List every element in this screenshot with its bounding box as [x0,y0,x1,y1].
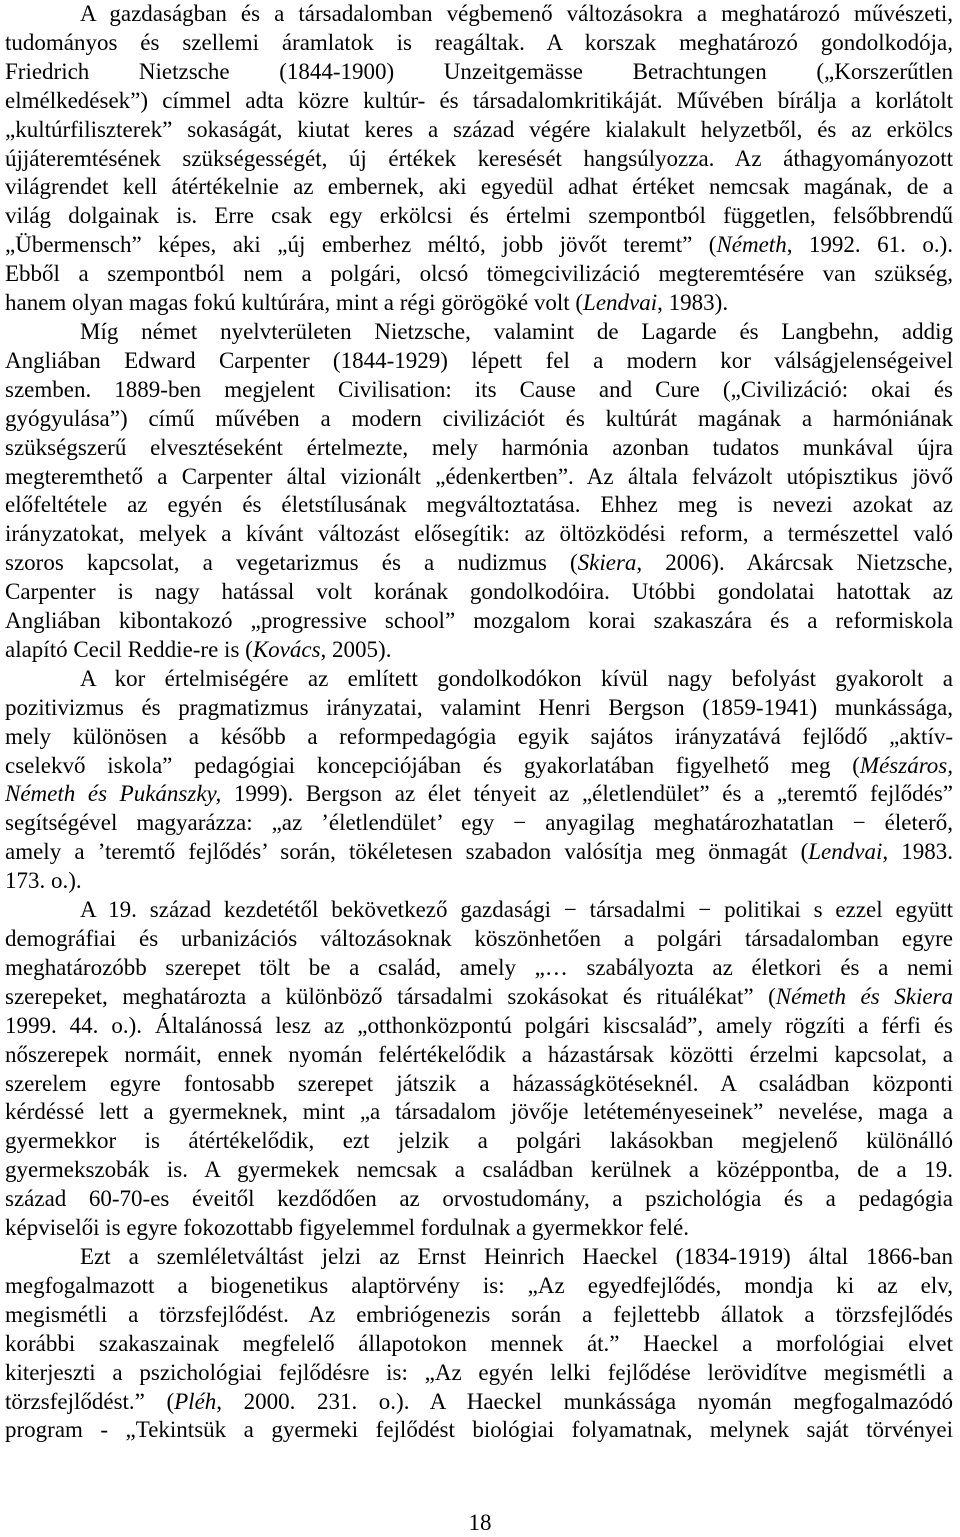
text-run: szerepeket, meghatározta a különböző társadalmi szokásokat és rituálékat” ( [5,983,776,1009]
text-line [5,520,953,549]
text-line [5,838,953,867]
text-run: gyermekkor is átértékelődik, ezt jelzik a polgári lakásokban megjelenő különálló [5,1128,953,1154]
text-run: törzsfejlődést.” ( [5,1388,175,1414]
text-run: , 1983). [657,290,729,316]
text-line [5,347,953,376]
text-run: megfogalmazott a biogenetikus alaptörvény is: „Az egyedfejlődés, mondja ki az elv, [5,1272,953,1298]
text-run: A 19. század kezdetétől bekövetkező gazdasági − társadalmi − politikai s ezzel együtt [80,897,953,923]
text-line [5,607,953,636]
text-run: Angliában kibontakozó „progressive school” mozgalom korai szakaszára és a reformiskola [5,608,953,634]
text-line [5,1359,953,1388]
text-run: szoros kapcsolat, a vegetarizmus és a nudizmus ( [5,550,578,576]
text-line [5,780,953,809]
citation-author: Németh és Skiera [775,983,953,1009]
text-run: kérdéssé lett a gyermeknek, mint „a társadalom jövője letéteményeseinek” nevelése, maga a [5,1099,953,1125]
text-line [5,58,953,87]
text-run: század 60-70-es éveitől kezdődően az orvostudomány, a pszichológia és a pedagógia [5,1186,953,1212]
text-run: gyógyulása”) című művében a modern civilizációt és kultúrát magának a harmóniának [5,405,953,431]
text-line [5,1185,953,1214]
text-run: Friedrich Nietzsche (1844-1900) Unzeitgemässe Betrachtungen („Korszerűtlen [5,58,953,84]
text-line [5,896,953,925]
text-run: amely a ’teremtő fejlődés’ során, tökéletesen szabadon valósítja meg önmagát ( [5,839,809,865]
text-run: Carpenter is nagy hatással volt korának gondolkodóira. Utóbbi gondolatai hatottak az [5,579,953,605]
text-line [5,1041,953,1070]
text-line [5,87,953,116]
text-run: cselekvő iskola” pedagógiai koncepciójában és gyakorlatában figyelhető meg ( [5,752,860,778]
text-run: Ebből a szempontból nem a polgári, olcsó tömegcivilizáció megteremtésére van szükség, [5,261,953,287]
text-run: , 1992. 61. o.). [786,232,953,258]
paragraph [5,318,953,665]
text-line [5,578,953,607]
text-line [5,983,953,1012]
text-run: megismétli a törzsfejlődést. Az embriógenezis során a fejlettebb állatok a törzsfejlődés [5,1301,953,1327]
text-line [5,809,953,838]
text-line [5,665,953,694]
text-line [5,1070,953,1099]
citation-author: Kovács [252,636,321,662]
text-line [5,1098,953,1127]
text-line [5,954,953,983]
text-line [5,694,953,723]
citation-author: Németh és Pukánszky, [5,781,222,807]
text-run: meghatározóbb szerepet tölt be a család, amely „… szabályozta az életkori és a nemi [5,954,953,980]
text-run: gyermekszobák is. A gyermekek nemcsak a családban kerülnek a középpontba, de a 19. [5,1157,953,1183]
text-run: szemben. 1889-ben megjelent Civilisation: its Cause and Cure („Civilizáció: okai és [5,376,953,402]
text-run: újjáteremtésének szükségességét, új értékek keresését hangsúlyozza. Az áthagyományozott [5,145,953,171]
text-line [5,463,953,492]
text-line [5,867,953,896]
text-run: pozitivizmus és pragmatizmus irányzatai, valamint Henri Bergson (1859-1941) munkássága, [5,694,953,720]
document-body [5,0,953,1445]
text-run: , 2006). Akárcsak Nietzsche, [636,550,953,576]
text-line [5,1127,953,1156]
text-run: előfeltétele az egyén és életstílusának megváltoztatása. Ehhez meg is nevezi azokat az [5,492,953,518]
text-run: 1999. 44. o.). Általánossá lesz az „otthonközpontú polgári kiscsalád”, amely rögzíti a férfi és [5,1012,953,1038]
text-run: demográfiai és urbanizációs változásoknak köszönhetően a polgári társadalomban egyre [5,926,953,951]
text-line [5,231,953,260]
text-run: világ dolgainak is. Erre csak egy erkölcsi és értelmi szempontból független, felsőbbrendű [5,203,953,229]
text-run: , 2005). [320,636,392,662]
text-run: 1983. [888,839,954,865]
text-run: nőszerepek normáit, ennek nyomán felértékelődik a házastársak közötti érzelmi kapcsolat, a [5,1041,953,1067]
text-line [5,1416,953,1445]
text-run: A kor értelmiségére az említett gondolkodókon kívül nagy befolyást gyakorolt a [80,665,953,691]
text-line [5,549,953,578]
text-run: 1999). Bergson az élet tényeit az „életlendület” és a „teremtő fejlődés” [221,781,954,807]
text-run: Angliában Edward Carpenter (1844-1929) lépett fel a modern kor válságjelenségeivel [5,347,953,373]
text-run: Ezt a szemléletváltást jelzi az Ernst Heinrich Haeckel (1834-1919) által 1866-ban [80,1243,953,1269]
text-line [5,434,953,463]
text-line [5,491,953,520]
paragraph [5,665,953,896]
text-run: irányzatokat, melyek a kívánt változást elősegítik: az öltözködési reform, a természettel való [5,521,953,547]
text-line [5,1272,953,1301]
text-line [5,145,953,174]
text-run: hanem olyan magas fokú kultúrára, mint a régi görögöké volt ( [5,290,584,316]
text-run: segítségével magyarázza: „az ’életlendület’ egy − anyagilag meghatározhatatlan − életerő, [5,810,953,836]
text-line [5,1330,953,1359]
text-run: A gazdaságban és a társadalomban végbemenő változásokra a meghatározó művészeti, [80,1,953,26]
text-run: , 2000. 231. o.). A Haeckel munkássága nyomán megfogalmazódó [216,1388,953,1414]
text-run: 173. o.). [5,868,82,894]
text-run: Míg német nyelvterületen Nietzsche, valamint de Lagarde és Langbehn, addig [80,318,953,344]
text-run: megteremthető a Carpenter által vizionált „édenkertben”. Az általa felvázolt utópisztikus jövő [5,463,953,489]
citation-author: Pléh [174,1388,217,1414]
citation-author: Lendvai, [808,839,889,865]
paragraph [5,1243,953,1445]
text-run: elmélkedések”) címmel adta közre kultúr- és társadalomkritikáját. Művében bírálja a korlátolt [5,87,953,113]
text-run: „kultúrfiliszterek” sokaságát, kiutat keres a század végére kialakult helyzetből, és az erkölcs [5,116,953,142]
text-line [5,1156,953,1185]
citation-author: Mészáros, [859,752,953,778]
text-run: világrendet kell átértékelnie az embernek, aki egyedül adhat értéket nemcsak magának, de a [5,174,953,200]
text-run: mely különösen a később a reformpedagógia egyik sajátos irányzatává fejlődő „aktív- [5,723,953,749]
text-run: képviselői is egyre fokozottabb figyelemmel fordulnak a gyermekkor felé. [5,1215,690,1241]
text-line [5,405,953,434]
text-line [5,260,953,289]
text-run: korábbi szakaszainak megfelelő állapotokon mennek át.” Haeckel a morfológiai elvet [5,1330,953,1356]
paragraph [5,0,953,318]
text-line [5,752,953,781]
text-run: szükségszerű elvesztéseként értelmezte, mely harmónia azonban tudatos munkával újra [5,434,953,460]
text-line [5,723,953,752]
text-line [5,1388,953,1417]
text-line [5,173,953,202]
text-run: tudományos és szellemi áramlatok is reagáltak. A korszak meghatározó gondolkodója, [5,29,953,55]
paragraph [5,896,953,1243]
text-line [5,1012,953,1041]
text-line [5,1243,953,1272]
text-line [5,1301,953,1330]
text-line [5,0,953,29]
citation-author: Skiera [577,550,637,576]
text-line [5,376,953,405]
text-line [5,318,953,347]
text-line [5,636,953,665]
text-line [5,116,953,145]
text-run: szerelem egyre fontosabb szerepet játszik a házasságkötéseknél. A családban központi [5,1070,953,1096]
text-line [5,29,953,58]
text-run: program - „Tekintsük a gyermeki fejlődést biológiai folyamatnak, melynek saját törvényei [5,1417,953,1443]
text-line [5,1214,953,1243]
text-run: alapító Cecil Reddie-re is ( [5,636,253,662]
text-line [5,202,953,231]
text-line [5,289,953,318]
page-number: 18 [468,1510,492,1535]
text-run: kiterjeszti a pszichológiai fejlődésre is: „Az egyén lelki fejlődése lerövidítve megismétli a [5,1359,953,1385]
text-line [5,925,953,954]
citation-author: Lendvai [583,290,658,316]
text-run: „Übermensch” képes, aki „új emberhez méltó, jobb jövőt teremt” ( [5,232,717,258]
citation-author: Németh [716,232,787,258]
